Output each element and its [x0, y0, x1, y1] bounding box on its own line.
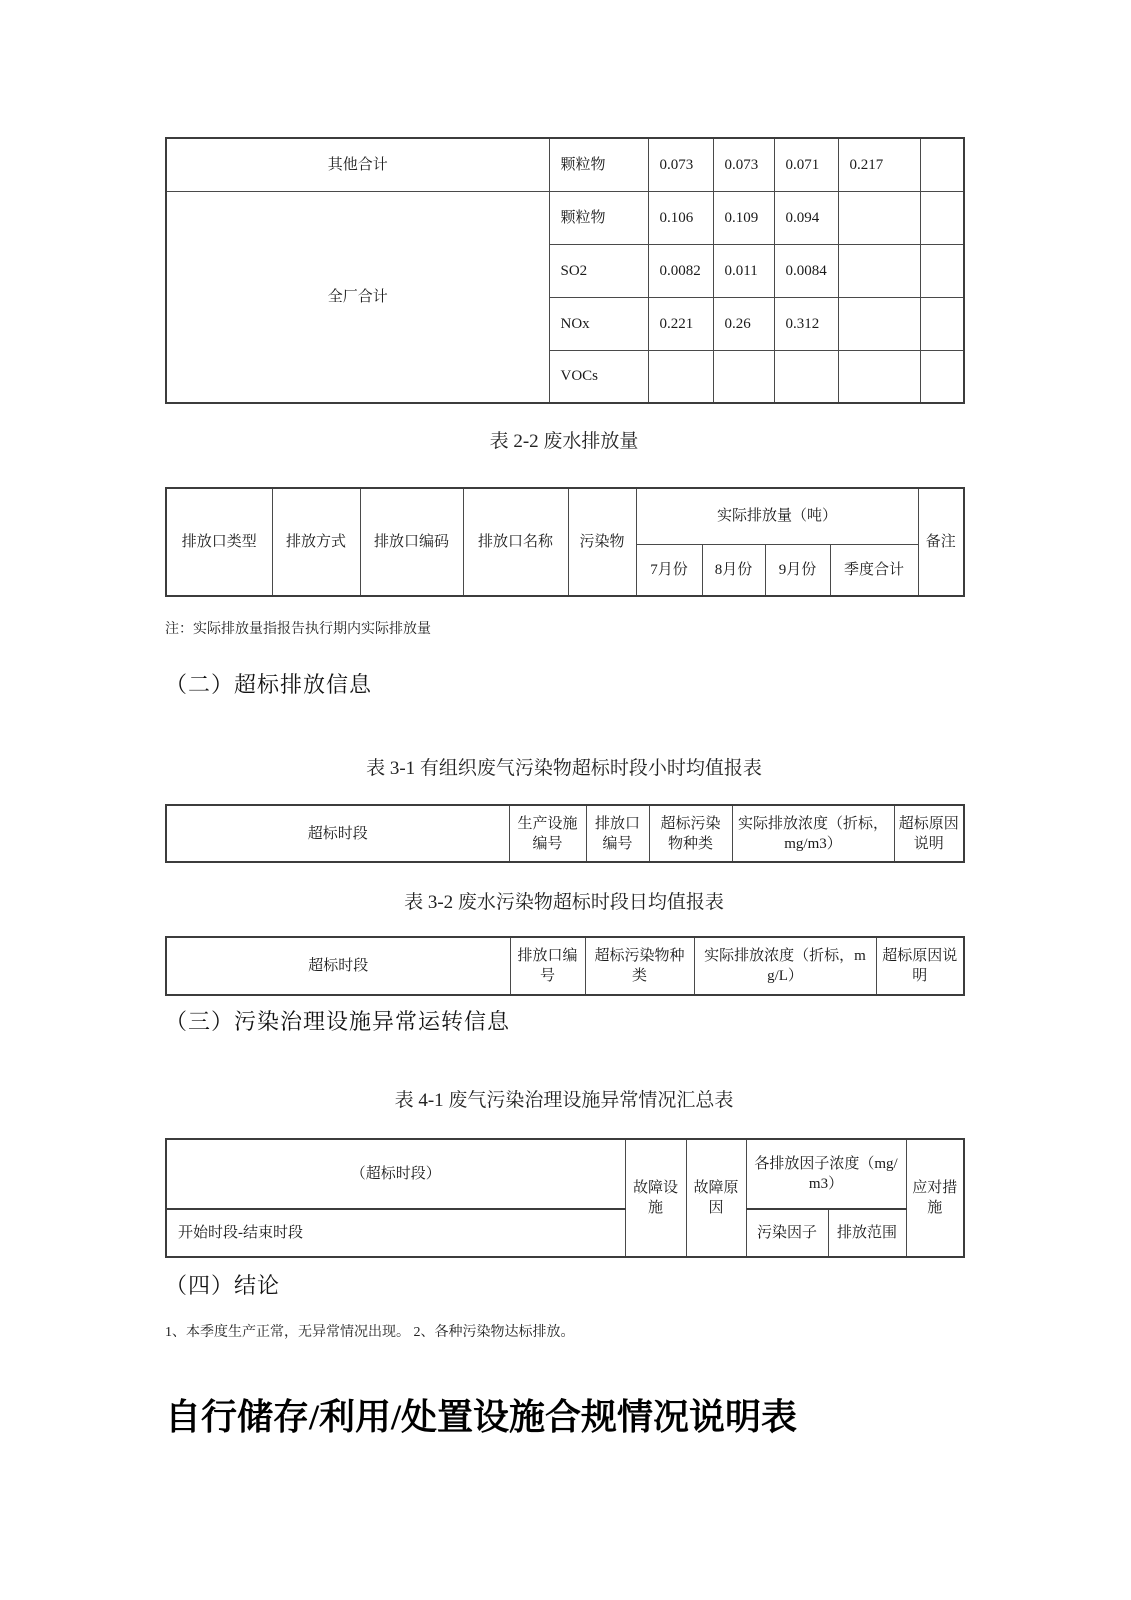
header-discharge-method: 排放方式: [272, 488, 360, 596]
table-row: [166, 191, 964, 244]
header-reason: 超标原因说明: [876, 937, 964, 995]
water-exceedance-daily-table: [165, 936, 965, 996]
header-period-bottom: 开始时段-结束时段: [166, 1209, 625, 1257]
header-outlet-code: 排放口编码: [360, 488, 463, 596]
header-september: 9月份: [765, 544, 830, 596]
header-row: [166, 805, 964, 862]
header-quarter-total: 季度合计: [830, 544, 918, 596]
value-cell-quarter: [838, 350, 920, 403]
section-2-heading: （二）超标排放信息: [165, 672, 373, 697]
value-cell-aug: 0.26: [713, 297, 774, 350]
note-cell: [920, 191, 964, 244]
header-pollution-factor: 污染因子: [746, 1209, 828, 1257]
value-cell-quarter: [838, 191, 920, 244]
section-4-heading: （四）结论: [165, 1273, 281, 1298]
value-cell-sep: 0.071: [774, 138, 838, 191]
value-cell-sep: 0.312: [774, 297, 838, 350]
treatment-facility-abnormal-table: [165, 1138, 965, 1258]
header-exceed-period: 超标时段: [166, 937, 510, 995]
header-fault-cause: 故障原因: [686, 1139, 746, 1257]
header-reason: 超标原因说明: [894, 805, 964, 862]
table-3-1-title: 表 3-1 有组织废气污染物超标时段小时均值报表: [366, 758, 762, 779]
value-cell-aug: 0.073: [713, 138, 774, 191]
table-3-2-title: 表 3-2 废水污染物超标时段日均值报表: [404, 892, 724, 913]
header-pollutant-type: 超标污染物种类: [585, 937, 694, 995]
header-facility-no: 生产设施编号: [509, 805, 586, 862]
header-exceed-period: 超标时段: [166, 805, 509, 862]
final-section-title: 自行储存/利用/处置设施合规情况说明表: [165, 1397, 798, 1437]
header-outlet-name: 排放口名称: [463, 488, 568, 596]
pollutant-cell: SO2: [549, 244, 648, 297]
note-cell: [920, 297, 964, 350]
note-cell: [920, 350, 964, 403]
value-cell-aug: 0.011: [713, 244, 774, 297]
header-concentration: 实际排放浓度（折标，mg/L）: [694, 937, 876, 995]
header-note: 备注: [918, 488, 964, 596]
header-outlet-no: 排放口编号: [510, 937, 585, 995]
header-pollutant-type: 超标污染物种类: [649, 805, 732, 862]
value-cell-jul: 0.221: [648, 297, 713, 350]
value-cell-jul: 0.0082: [648, 244, 713, 297]
header-response-measures: 应对措施: [906, 1139, 964, 1257]
table-2-2-title: 表 2-2 废水排放量: [489, 431, 639, 452]
header-period-top: （超标时段）: [166, 1139, 625, 1209]
value-cell-quarter: 0.217: [838, 138, 920, 191]
header-actual-amount: 实际排放量（吨）: [636, 488, 918, 544]
value-cell-aug: 0.109: [713, 191, 774, 244]
header-row: [166, 937, 964, 995]
page-content: [165, 137, 963, 1442]
header-pollutant: 污染物: [568, 488, 636, 596]
header-factor-concentration: 各排放因子浓度（mg/m3）: [746, 1139, 906, 1209]
header-emission-range: 排放范围: [828, 1209, 906, 1257]
value-cell-jul: [648, 350, 713, 403]
value-cell-sep: 0.094: [774, 191, 838, 244]
value-cell-sep: [774, 350, 838, 403]
pollutant-cell: NOx: [549, 297, 648, 350]
value-cell-aug: [713, 350, 774, 403]
header-outlet-type: 排放口类型: [166, 488, 272, 596]
header-row: [166, 488, 964, 544]
value-cell-jul: 0.106: [648, 191, 713, 244]
header-faulty-equipment: 故障设施: [625, 1139, 686, 1257]
value-cell-sep: 0.0084: [774, 244, 838, 297]
note-cell: [920, 138, 964, 191]
pollutant-cell: 颗粒物: [549, 191, 648, 244]
header-july: 7月份: [636, 544, 702, 596]
header-outlet-no: 排放口编号: [586, 805, 649, 862]
value-cell-quarter: [838, 244, 920, 297]
value-cell-quarter: [838, 297, 920, 350]
header-row: [166, 1139, 964, 1209]
note-cell: [920, 244, 964, 297]
gas-exceedance-hourly-table: [165, 804, 965, 863]
table-row: [166, 138, 964, 191]
value-cell-jul: 0.073: [648, 138, 713, 191]
wastewater-discharge-table: [165, 487, 965, 597]
section-3-heading: （三）污染治理设施异常运转信息: [165, 1009, 511, 1034]
conclusion-text: 1、本季度生产正常，无异常情况出现。 2、各种污染物达标排放。: [165, 1325, 575, 1340]
header-row: [166, 1209, 964, 1257]
pollutant-cell: 颗粒物: [549, 138, 648, 191]
footnote: 注：实际排放量指报告执行期内实际排放量: [165, 622, 431, 637]
gas-emission-summary-table: [165, 137, 965, 404]
table-4-1-title: 表 4-1 废气污染治理设施异常情况汇总表: [394, 1090, 734, 1111]
row-label-plant-total: 全厂合计: [166, 191, 549, 403]
row-label-other-total: 其他合计: [166, 138, 549, 191]
header-august: 8月份: [702, 544, 765, 596]
pollutant-cell: VOCs: [549, 350, 648, 403]
header-concentration: 实际排放浓度（折标，mg/m3）: [732, 805, 894, 862]
